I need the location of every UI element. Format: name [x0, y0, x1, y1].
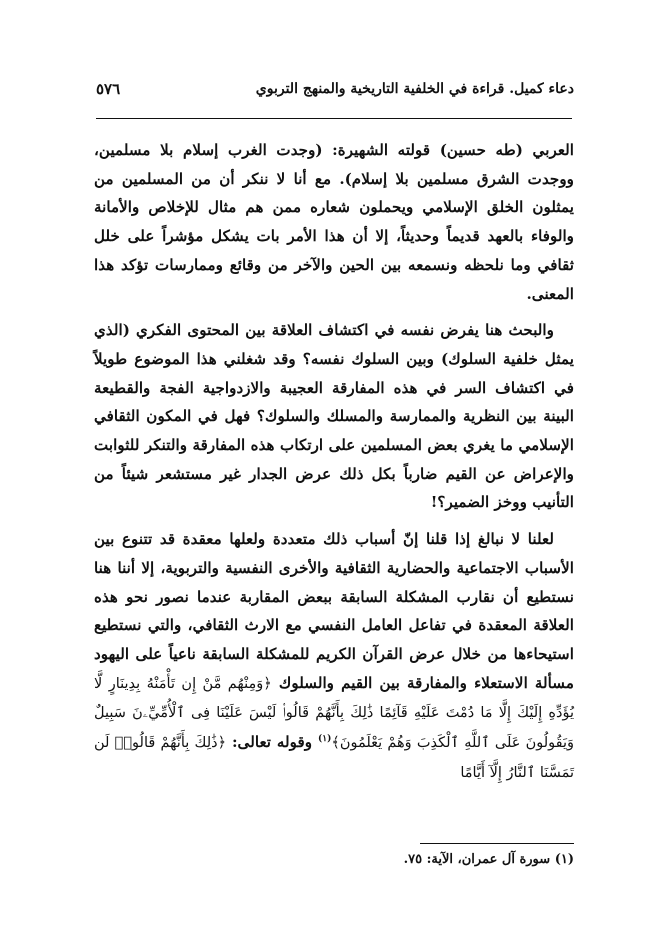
paragraph-1: العربي (طه حسين) قولته الشهيرة: (وجدت الغرب إسلام بلا مسلمين، ووجدت الشرق مسلمين بلا إسلام). مع أنا لا ننكر أن من المسلمين من يمثلون الخلق الإسلامي ويحملون شعاره ممن هم مثال للإخلاص والأمانة والوفاء بالعهد قديماً وحديثاً، إلا أن هذا الأمر بات يشكل مؤشراً على خلل ثقافي وما نلحظه ونسمعه بين الحين والآخر من وقائع وممارسات تؤكد هذا المعنى. — [94, 141, 574, 303]
footnote — [96, 850, 574, 870]
paragraph-2: والبحث هنا يفرض نفسه في اكتشاف العلاقة بين المحتوى الفكري (الذي يمثل خلفية السلوك) وبين السلوك نفسه؟ وقد شغلني هذا الموضوع طويلاً في اكتشاف السر في هذه المفارقة العجيبة والازدواجية الفجة والقطيعة البينة بين النظرية والممارسة والمسلك والسلوك؟ فهل في المكون الثقافي الإسلامي ما يغري بعض المسلمين على ارتكاب هذه المفارقة والتنكر للثوابت والإعراض عن القيم ضارباً بكل ذلك عرض الجدار غير مستشعر شيئاً من التأنيب ووخز الضمير؟! — [94, 321, 574, 512]
paragraph-3-text: لعلنا لا نبالغ إذا قلنا إنّ أسباب ذلك متعددة ولعلها معقدة قد تتنوع بين الأسباب الاجتماعية والحضارية الثقافية والأخرى النفسية والتربوية، إلا أننا هنا نستطيع أن نقارب المشكلة السابقة ببعض المقاربة عندما نصور نحو هذه العلاقة المعقدة في تفاعل العامل النفسي مع الارث الثقافي، والتي نستطيع استيحاءها من خلال عرض القرآن الكريم للمشكلة السابقة ناعياً على اليهود مسألة الاستعلاء والمفارقة بين القيم والسلوك — [94, 530, 574, 692]
footnote-reference: (١) — [317, 734, 332, 744]
quran-verse-2: ﴿ذَٰلِكَ بِأَنَّهُمْ قَالُوا۟ لَن تَمَسَّنَا ٱلنَّارُ إِلَّآ أَيَّامًا — [94, 735, 574, 781]
running-header — [96, 60, 574, 118]
footnote-marker: (١) — [554, 852, 574, 867]
header-title: دعاء كميل. قراءة في الخلفية التاريخية والمنهج التربوي — [255, 81, 574, 97]
footnote-text: سورة آل عمران، الآية: ٧٥. — [403, 852, 551, 867]
page-number: ٥٧٦ — [96, 80, 121, 98]
paragraph-3 — [94, 525, 574, 787]
quran-verse-1: ﴿وَمِنْهُم مَّنْ إِن تَأْمَنْهُ بِدِينَارٍ لَّا يُؤَدِّهِ إِلَيْكَ إِلَّا مَا دُمْتَ عَلَيْهِ قَآئِمًا ذَٰلِكَ بِأَنَّهُمْ قَالُوا۟ لَيْسَ عَلَيْنَا فِى ٱلْأُمِّيِّۦنَ سَبِيلٌ وَيَقُولُونَ عَلَى ٱللَّهِ ٱلْكَذِبَ وَهُمْ يَعْلَمُونَ﴾ — [94, 675, 574, 752]
header-divider — [96, 118, 572, 119]
main-text — [94, 136, 574, 795]
verse-connector: وقوله تعالى: — [231, 733, 313, 752]
footnote-divider — [420, 843, 574, 844]
